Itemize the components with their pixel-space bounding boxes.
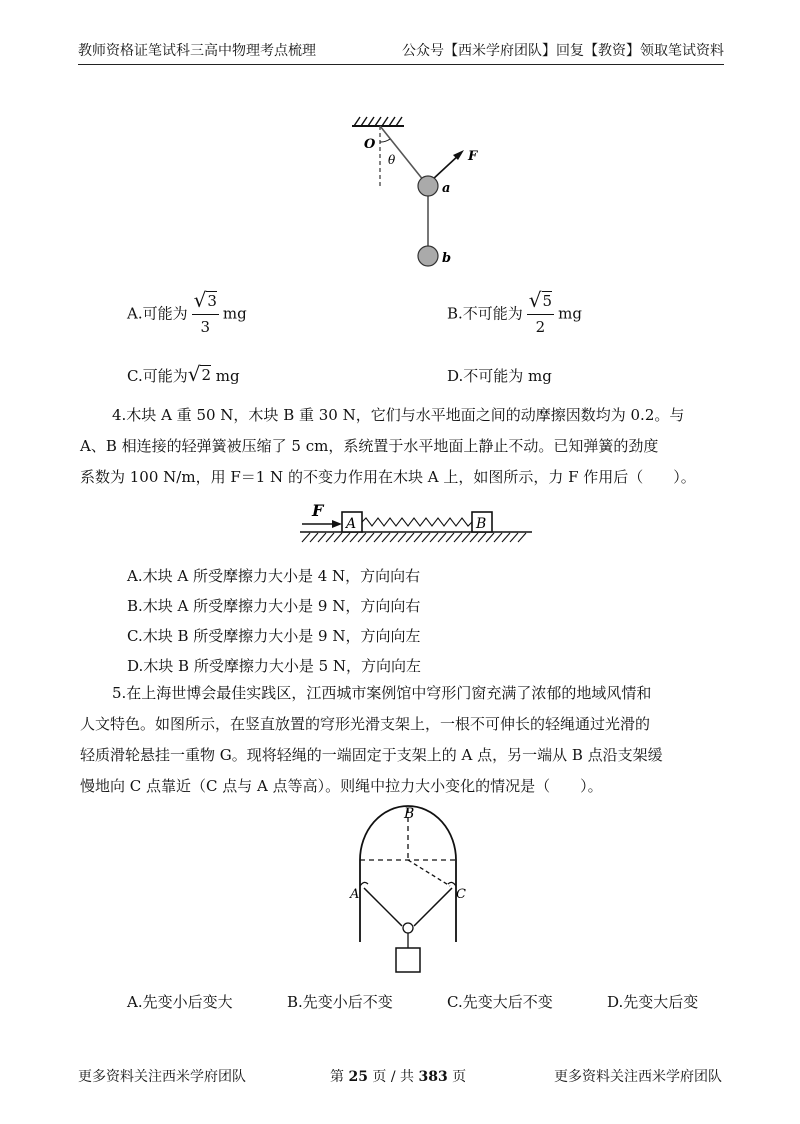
- page-mid: 页 / 共: [372, 1069, 415, 1085]
- q4-option-d: D.木块 B 所受摩擦力大小是 5 N，方向向左: [127, 657, 422, 675]
- label-A: A: [350, 887, 360, 902]
- arch-frame-figure: [340, 800, 472, 982]
- q3-option-d: D.不可能为 mg: [447, 367, 552, 385]
- q3-option-a-denominator: 3: [200, 318, 211, 336]
- q3-option-a-radicand: 3: [207, 292, 217, 310]
- label-b: b: [442, 251, 452, 266]
- label-O: O: [364, 137, 376, 152]
- q3-option-b-unit: mg: [558, 304, 582, 323]
- q3-option-a: [127, 290, 247, 339]
- q3-option-b-denominator: 2: [535, 318, 546, 336]
- q3-option-c-radicand: 2: [201, 366, 212, 384]
- label-theta: θ: [388, 153, 396, 167]
- footer-right: 更多资料关注西米学府团队: [554, 1069, 722, 1085]
- header-left: 教师资格证笔试科三高中物理考点梳理: [78, 43, 316, 59]
- header-right: 公众号【西米学府团队】回复【教资】领取笔试资料: [402, 43, 724, 59]
- header-rule: [78, 64, 724, 65]
- pendulum-figure: [340, 112, 500, 272]
- q4-line-3: 系数为 100 N/m，用 F＝1 N 的不变力作用在木块 A 上，如图所示，力 F 作用后（ ）。: [80, 468, 696, 486]
- page-suffix: 页: [452, 1069, 467, 1085]
- label-A: A: [346, 516, 357, 532]
- q3-option-c: [127, 364, 240, 386]
- q4-line-1: 4.木块 A 重 50 N，木块 B 重 30 N，它们与水平地面之间的动摩擦因数均为 0.2。与: [112, 406, 685, 424]
- label-a: a: [442, 181, 451, 196]
- page-number: [330, 1066, 466, 1086]
- q3-option-a-unit: mg: [222, 304, 247, 323]
- q3-option-c-prefix: C.可能为: [127, 367, 188, 385]
- page-prefix: 第: [330, 1069, 344, 1085]
- label-B: B: [404, 806, 415, 822]
- q5-line-4: 慢地向 C 点靠近（C 点与 A 点等高）。则绳中拉力大小变化的情况是（ ）。: [80, 777, 603, 795]
- q3-option-b-radicand: 5: [542, 292, 553, 310]
- q5-option-c: C.先变大后不变: [447, 993, 553, 1011]
- q4-line-2: A、B 相连接的轻弹簧被压缩了 5 cm，系统置于水平地面上静止不动。已知弹簧的劲度: [80, 437, 659, 455]
- q4-option-a: A.木块 A 所受摩擦力大小是 4 N，方向向右: [127, 567, 421, 585]
- q3-option-b: [447, 290, 582, 339]
- q3-option-c-unit: mg: [215, 367, 240, 385]
- q3-option-b-fraction: √ 5 2: [527, 290, 554, 339]
- q4-option-b: B.木块 A 所受摩擦力大小是 9 N，方向向右: [127, 597, 421, 615]
- label-F: F: [312, 501, 324, 520]
- q3-option-b-prefix: B.不可能为: [447, 304, 523, 323]
- spring-blocks-figure: [296, 500, 536, 550]
- q5-question: [80, 678, 724, 802]
- label-C: C: [456, 887, 466, 902]
- label-F: F: [468, 149, 478, 164]
- q3-option-a-prefix: A.可能为: [127, 304, 188, 323]
- label-B: B: [476, 516, 487, 532]
- q5-line-1: 5.在上海世博会最佳实践区，江西城市案例馆中穹形门窗充满了浓郁的地域风情和: [112, 684, 652, 702]
- q5-option-a: A.先变小后变大: [127, 993, 233, 1011]
- footer-left: 更多资料关注西米学府团队: [78, 1069, 246, 1085]
- q5-option-d: D.先变大后变: [607, 993, 699, 1011]
- q5-option-b: B.先变小后不变: [287, 993, 393, 1011]
- q4-option-c: C.木块 B 所受摩擦力大小是 9 N，方向向左: [127, 627, 421, 645]
- q3-option-a-fraction: √ 3 3: [192, 290, 219, 339]
- q5-line-3: 轻质滑轮悬挂一重物 G。现将轻绳的一端固定于支架上的 A 点，另一端从 B 点沿支架缓: [80, 746, 663, 764]
- page-total: 383: [418, 1069, 448, 1085]
- page-current: 25: [348, 1069, 368, 1085]
- q3-option-c-sqrt: √ 2: [187, 362, 212, 386]
- q5-line-2: 人文特色。如图所示，在竖直放置的穹形光滑支架上，一根不可伸长的轻绳通过光滑的: [80, 715, 651, 733]
- q4-question: [80, 400, 724, 493]
